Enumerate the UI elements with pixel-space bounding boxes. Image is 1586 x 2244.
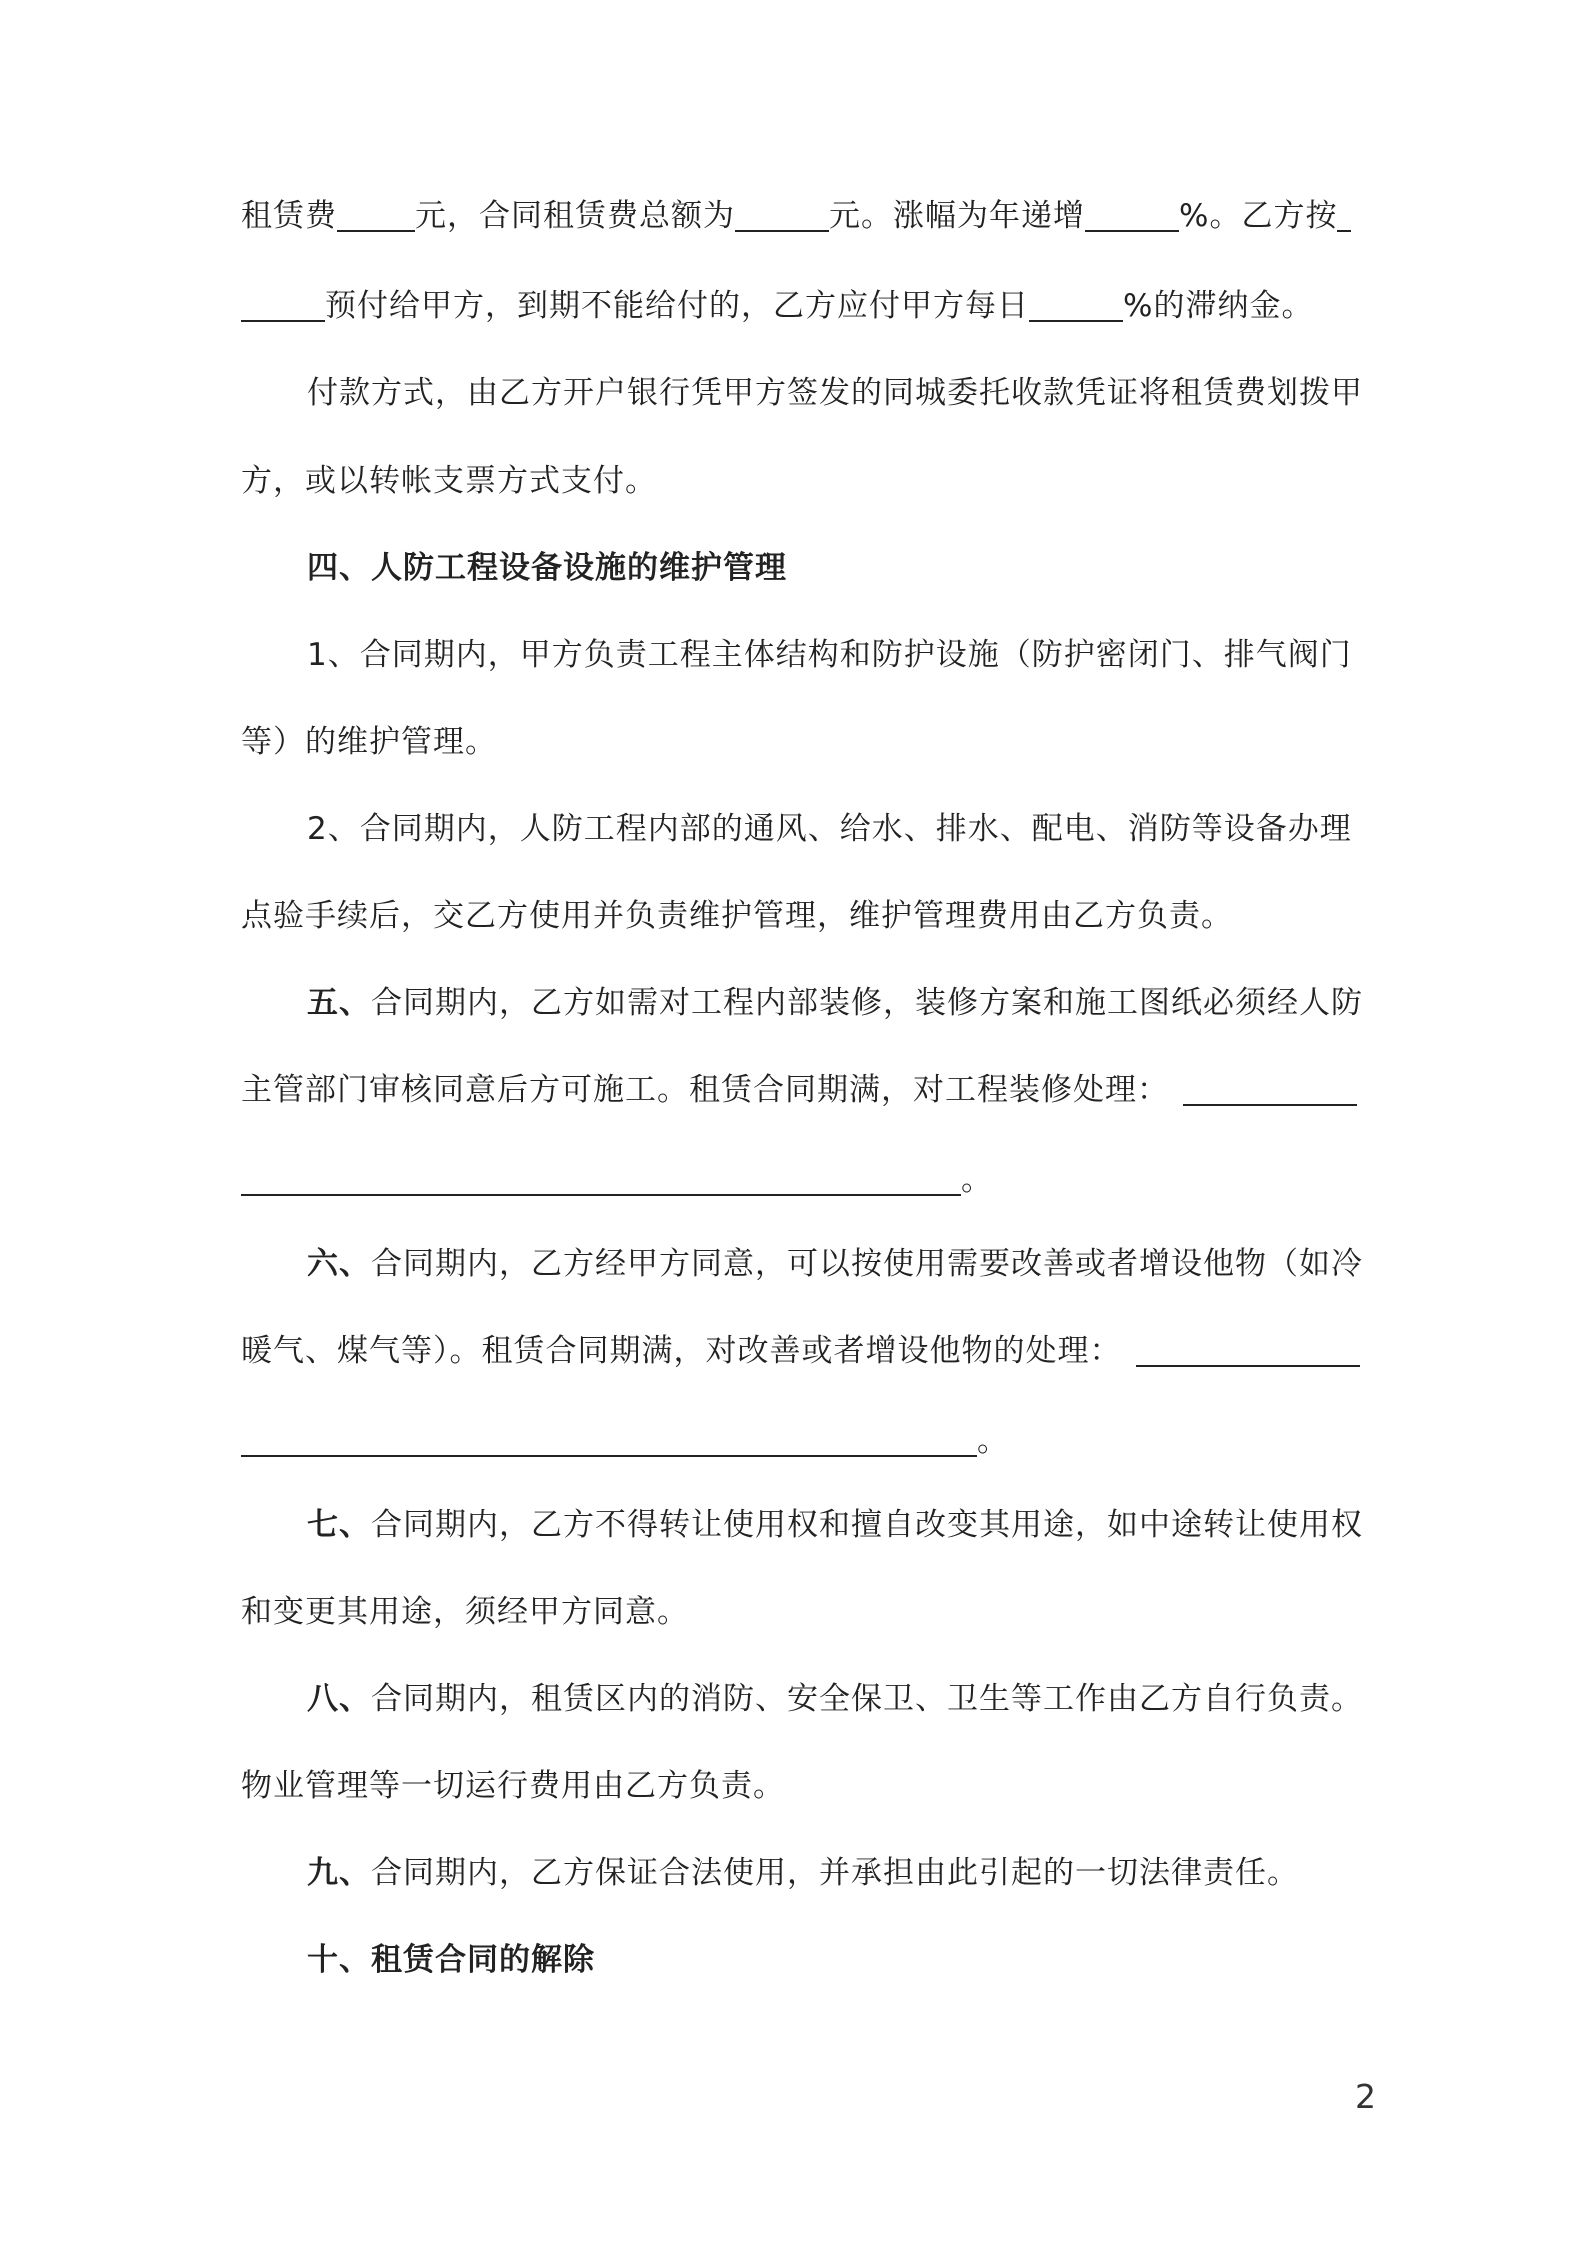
- payment-method-line-2: 方，或以转帐支票方式支付。: [241, 463, 657, 499]
- section-10-heading: 十、租赁合同的解除: [307, 1942, 595, 1978]
- fill-blank-increase-rate[interactable]: [1085, 196, 1179, 232]
- section-8-line-2: 物业管理等一切运行费用由乙方负责。: [241, 1768, 785, 1804]
- section-8-line-1: [307, 1671, 1363, 1727]
- text-segment: 元。涨幅为年递增: [829, 198, 1085, 234]
- text-segment: 元，合同租赁费总额为: [415, 198, 735, 234]
- section-4-heading: 四、人防工程设备设施的维护管理: [307, 550, 787, 586]
- section-9-line-1: [307, 1845, 1355, 1901]
- text-segment: 租赁费: [241, 198, 337, 234]
- section-4-item-2-line-2: 点验手续后，交乙方使用并负责维护管理，维护管理费用由乙方负责。: [241, 898, 1233, 934]
- text-segment: %的滞纳金。: [1123, 288, 1314, 324]
- fill-blank-payment-period-cont[interactable]: [241, 286, 325, 322]
- section-5-line-2: [241, 1062, 1355, 1118]
- section-7-line-1: [307, 1497, 1363, 1553]
- section-5-text-cont: 主管部门审核同意后方可施工。租赁合同期满，对工程装修处理：: [241, 1072, 1169, 1108]
- page-number: 2: [1355, 2077, 1376, 2116]
- section-7-text: 合同期内，乙方不得转让使用权和擅自改变其用途，如中途转让使用权: [371, 1507, 1363, 1543]
- section-5-text: 合同期内，乙方如需对工程内部装修，装修方案和施工图纸必须经人防: [371, 985, 1363, 1021]
- period: 。: [961, 1162, 993, 1198]
- rent-terms-line-2: [241, 278, 1355, 334]
- rent-terms-line-1: [241, 188, 1355, 244]
- section-8-number: 八、: [307, 1681, 371, 1717]
- section-4-item-1-line-1: 1、合同期内，甲方负责工程主体结构和防护设施（防护密闭门、排气阀门: [307, 637, 1352, 673]
- fill-blank-total-rent[interactable]: [735, 196, 829, 232]
- text-segment: 预付给甲方，到期不能给付的，乙方应付甲方每日: [325, 288, 1029, 324]
- section-5-line-1: [307, 975, 1363, 1031]
- section-6-line-3: [241, 1413, 1355, 1469]
- section-6-text-cont: 暖气、煤气等）。租赁合同期满，对改善或者增设他物的处理：: [241, 1333, 1122, 1369]
- section-6-text: 合同期内，乙方经甲方同意，可以按使用需要改善或者增设他物（如冷: [371, 1246, 1363, 1282]
- payment-method-line-1: 付款方式，由乙方开户银行凭甲方签发的同城委托收款凭证将租赁费划拨甲: [307, 375, 1363, 411]
- section-4-item-1-line-2: 等）的维护管理。: [241, 724, 497, 760]
- section-6-line-1: [307, 1236, 1363, 1292]
- section-6-number: 六、: [307, 1246, 371, 1282]
- text-segment: %。乙方按: [1179, 198, 1338, 234]
- section-5-number: 五、: [307, 985, 371, 1021]
- section-7-number: 七、: [307, 1507, 371, 1543]
- fill-blank-decoration-handling[interactable]: [1183, 1070, 1357, 1106]
- fill-blank-rent-amount[interactable]: [337, 196, 415, 232]
- section-4-item-2-line-1: 2、合同期内，人防工程内部的通风、给水、排水、配电、消防等设备办理: [307, 811, 1352, 847]
- fill-blank-decoration-handling-cont[interactable]: [241, 1160, 961, 1196]
- section-5-line-3: [241, 1152, 1355, 1208]
- section-9-text: 合同期内，乙方保证合法使用，并承担由此引起的一切法律责任。: [371, 1855, 1299, 1891]
- section-6-line-2: [241, 1323, 1355, 1379]
- section-9-number: 九、: [307, 1855, 371, 1891]
- fill-blank-late-fee-rate[interactable]: [1029, 286, 1123, 322]
- fill-blank-improvement-handling[interactable]: [1136, 1331, 1360, 1367]
- period: 。: [977, 1423, 1009, 1459]
- fill-blank-improvement-handling-cont[interactable]: [241, 1421, 977, 1457]
- section-8-text: 合同期内，租赁区内的消防、安全保卫、卫生等工作由乙方自行负责。: [371, 1681, 1363, 1717]
- section-7-line-2: 和变更其用途，须经甲方同意。: [241, 1594, 689, 1630]
- fill-blank-payment-period[interactable]: [1337, 196, 1351, 232]
